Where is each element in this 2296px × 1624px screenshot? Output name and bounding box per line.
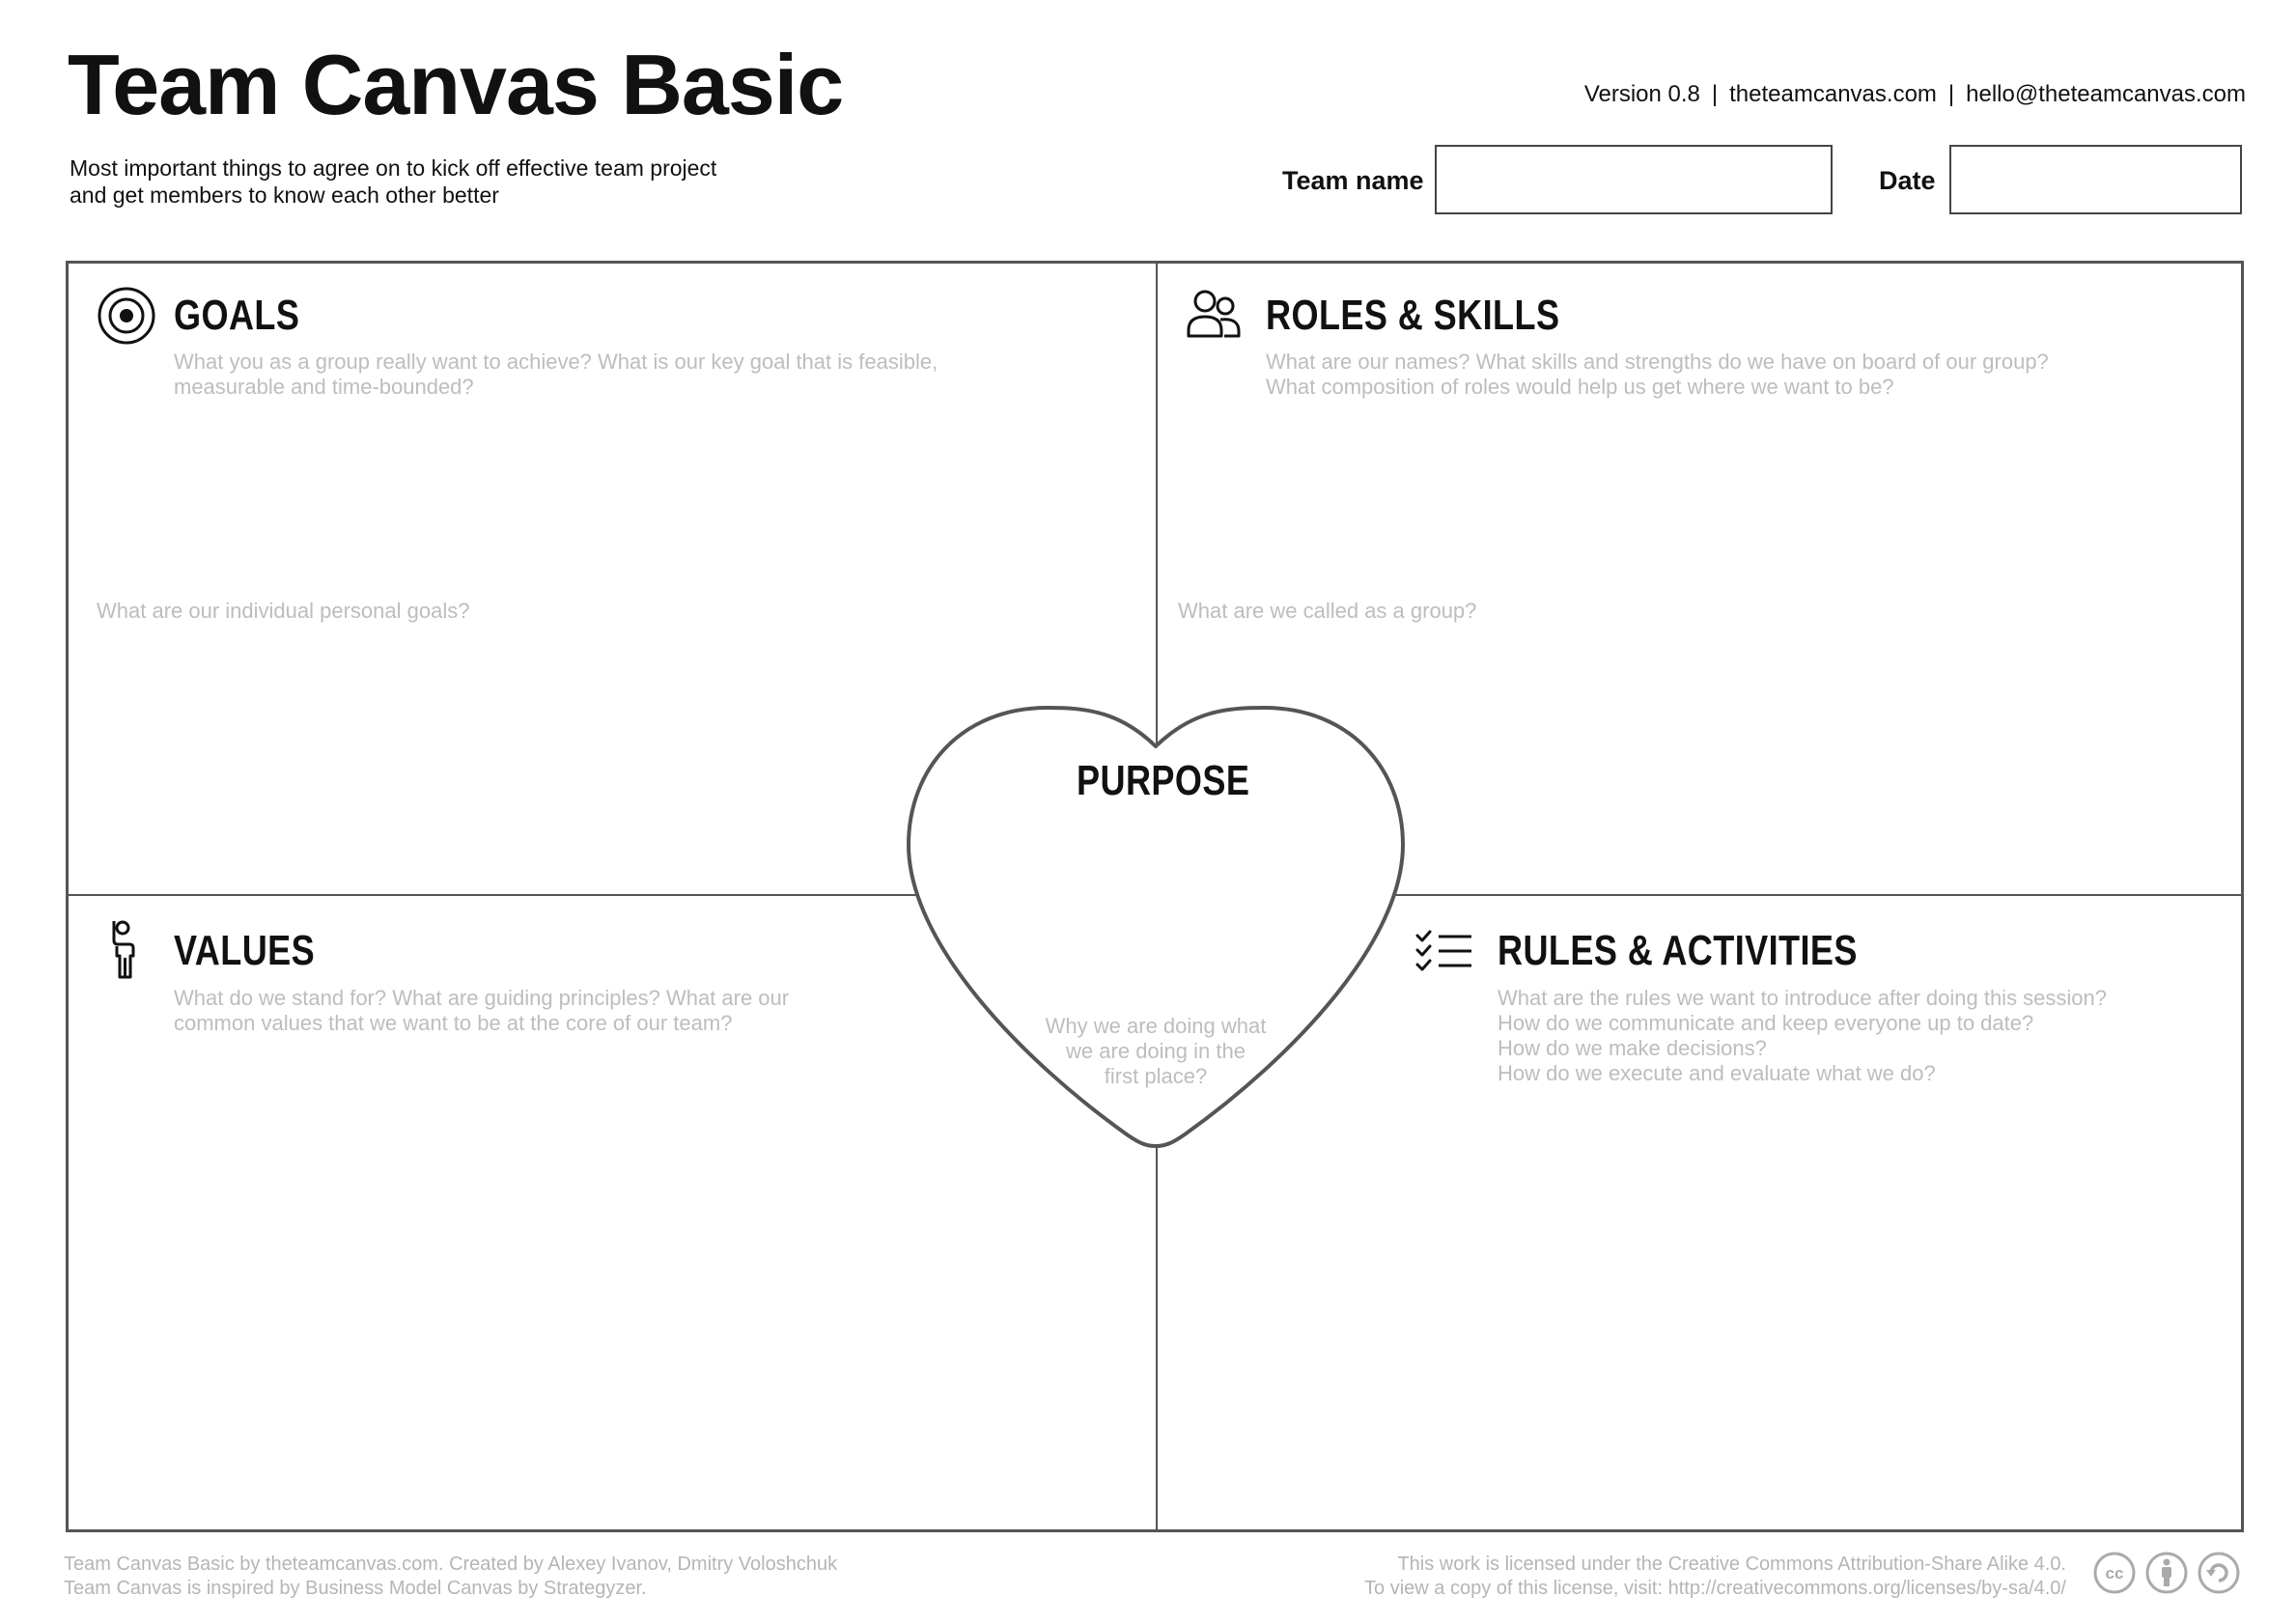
share-alike-icon[interactable] <box>2197 1551 2241 1595</box>
goals-hint <box>174 350 938 400</box>
purpose-title: PURPOSE <box>1077 757 1250 804</box>
version-label: Version 0.8 <box>1583 81 1700 107</box>
values-hint <box>174 986 789 1036</box>
rules-hint-line-3: How do we make decisions? <box>1498 1036 1767 1060</box>
people-icon <box>1186 288 1242 340</box>
roles-skills-hint <box>1266 350 2049 400</box>
values-hint-line-1: What do we stand for? What are guiding principles? What are our <box>174 986 790 1010</box>
date-field[interactable] <box>1949 145 2242 214</box>
rules-activities-title: RULES & ACTIVITIES <box>1498 927 1858 974</box>
rules-activities-hint <box>1498 986 2107 1086</box>
person-raising-hand-icon <box>106 919 145 979</box>
footer-credits-line-1: Team Canvas Basic by theteamcanvas.com. Created by Alexey Ivanov, Dmitry Voloshchuk <box>64 1554 838 1575</box>
attribution-icon[interactable] <box>2144 1551 2189 1595</box>
purpose-hint-line-3: first place? <box>1104 1064 1208 1088</box>
footer-license-line-2: To view a copy of this license, visit: http://creativecommons.org/licenses/by-sa/4.0/ <box>1364 1578 2066 1599</box>
goals-hint-line-1: What you as a group really want to achieve? What is our key goal that is feasible, <box>174 350 938 374</box>
header-meta: Version 0.8 | theteamcanvas.com | hello@theteamcanvas.com <box>1583 81 2246 107</box>
cc-icon-text: cc <box>2105 1564 2124 1582</box>
cc-icon[interactable] <box>2092 1551 2137 1595</box>
purpose-hint-line-1: Why we are doing what <box>1045 1014 1267 1038</box>
footer-credits <box>64 1553 837 1601</box>
footer-credits-line-2: Team Canvas is inspired by Business Model Canvas by Strategyzer. <box>64 1578 647 1599</box>
checklist-icon <box>1415 930 1473 974</box>
footer-license-line-1: This work is licensed under the Creative Commons Attribution-Share Alike 4.0. <box>1397 1554 2066 1575</box>
team-name-field[interactable] <box>1435 145 1833 214</box>
goals-hint-line-2: measurable and time-bounded? <box>174 375 474 399</box>
personal-goals-hint: What are our individual personal goals? <box>97 599 470 623</box>
subtitle-line-1: Most important things to agree on to kick off effective team project <box>70 155 717 181</box>
date-label: Date <box>1879 166 1936 195</box>
roles-skills-title: ROLES & SKILLS <box>1266 292 1560 339</box>
purpose-hint <box>1030 1014 1281 1089</box>
rules-hint-line-1: What are the rules we want to introduce after doing this session? <box>1498 986 2108 1010</box>
team-name-label: Team name <box>1282 166 1424 195</box>
email-link[interactable]: hello@theteamcanvas.com <box>1966 81 2246 107</box>
target-icon <box>97 286 156 346</box>
roles-hint-line-1: What are our names? What skills and strengths do we have on board of our group? <box>1266 350 2049 374</box>
group-name-hint: What are we called as a group? <box>1178 599 1477 623</box>
values-title: VALUES <box>174 927 316 974</box>
site-link[interactable]: theteamcanvas.com <box>1729 81 1937 107</box>
footer-license <box>1364 1553 2066 1601</box>
page-subtitle <box>70 154 803 209</box>
page-title: Team Canvas Basic <box>68 37 844 132</box>
rules-hint-line-4: How do we execute and evaluate what we do? <box>1498 1061 1936 1085</box>
purpose-hint-line-2: we are doing in the <box>1066 1039 1246 1063</box>
roles-hint-line-2: What composition of roles would help us get where we want to be? <box>1266 375 1894 399</box>
goals-title: GOALS <box>174 292 300 339</box>
rules-hint-line-2: How do we communicate and keep everyone up to date? <box>1498 1011 2034 1035</box>
values-hint-line-2: common values that we want to be at the core of our team? <box>174 1011 733 1035</box>
subtitle-line-2: and get members to know each other better <box>70 182 499 208</box>
